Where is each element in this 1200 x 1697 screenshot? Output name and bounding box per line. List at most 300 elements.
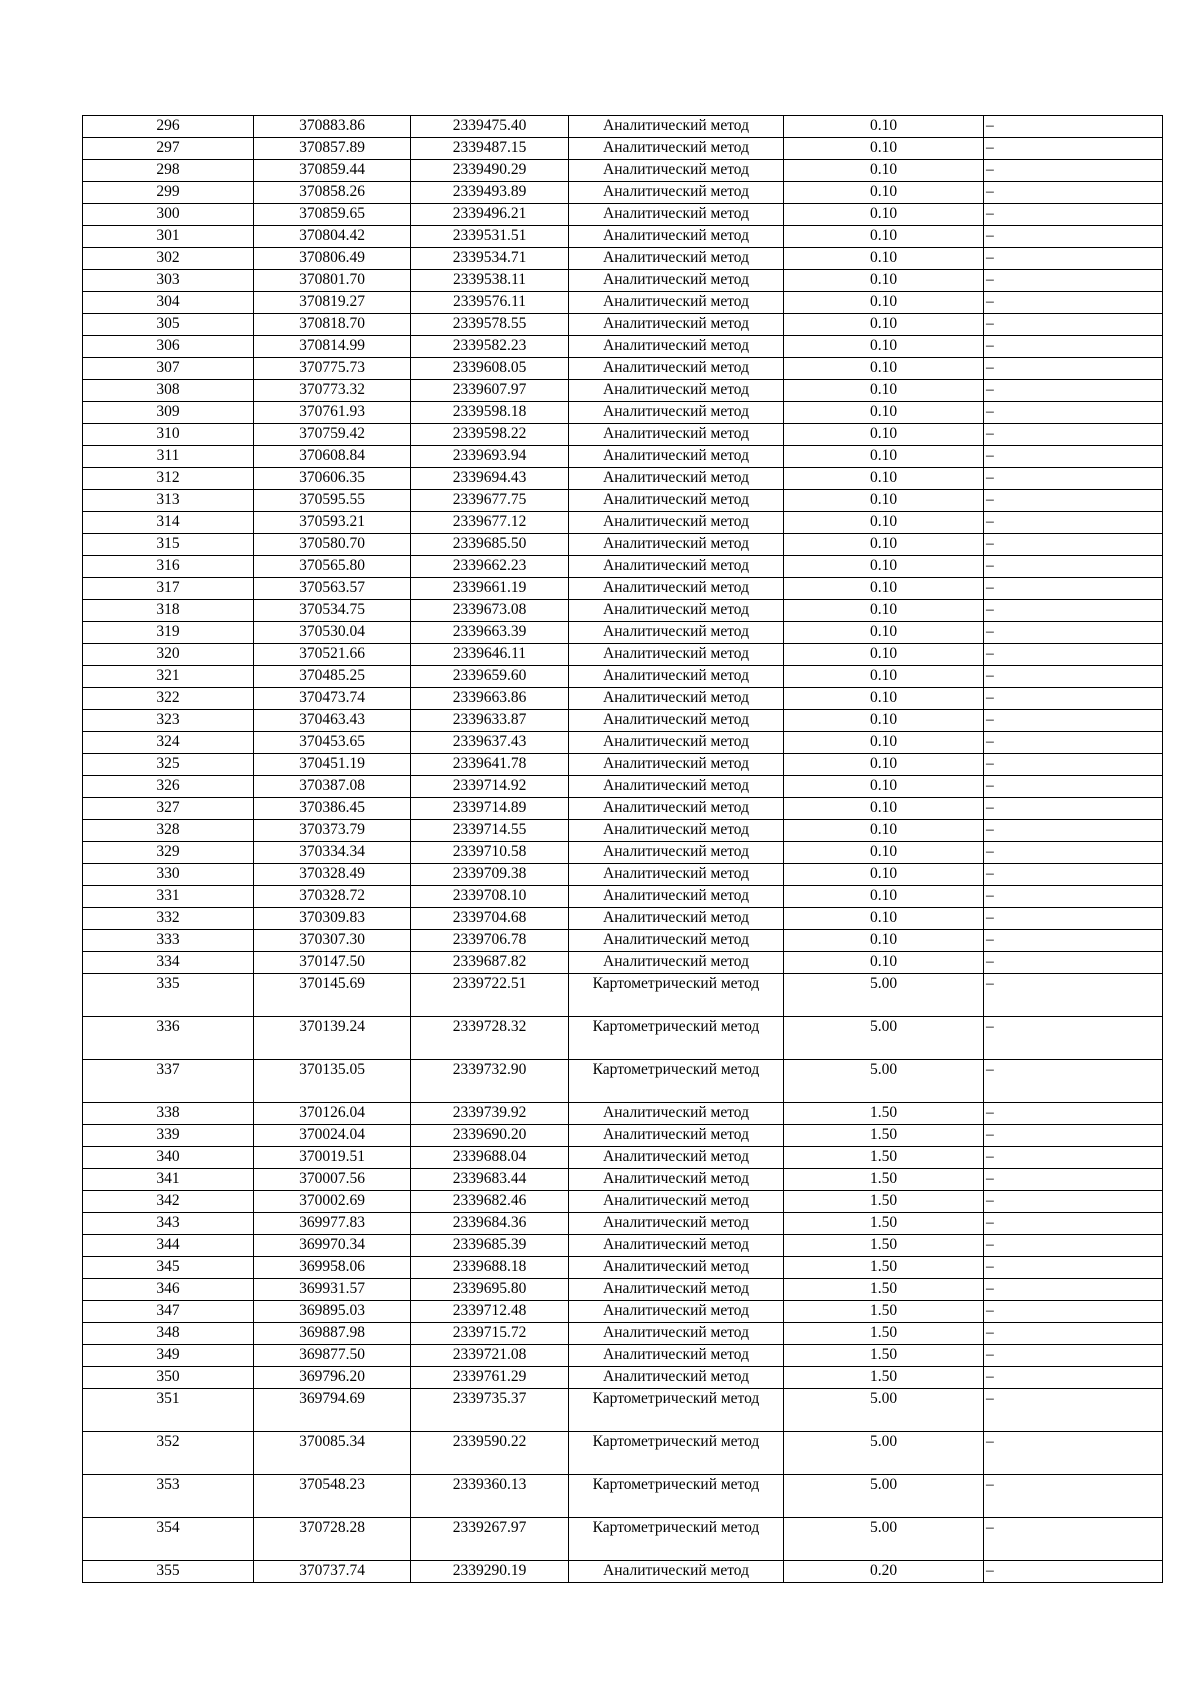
note-cell: – [984,314,1163,336]
y-coordinate-cell: 2339706.78 [411,930,569,952]
note-cell: – [984,1279,1163,1301]
table-row [83,182,1163,204]
x-coordinate-cell: 370139.24 [254,1017,411,1060]
table-row [83,1561,1163,1583]
x-coordinate-cell: 370593.21 [254,512,411,534]
note-cell: – [984,534,1163,556]
note-cell: – [984,578,1163,600]
table-row [83,1475,1163,1518]
note-cell: – [984,556,1163,578]
accuracy-cell: 0.10 [784,468,984,490]
method-cell: Аналитический метод [569,402,784,424]
method-cell: Аналитический метод [569,1125,784,1147]
method-cell: Картометрический метод [569,1518,784,1561]
note-cell: – [984,1367,1163,1389]
x-coordinate-cell: 370759.42 [254,424,411,446]
note-cell: – [984,1475,1163,1518]
y-coordinate-cell: 2339712.48 [411,1301,569,1323]
y-coordinate-cell: 2339688.04 [411,1147,569,1169]
method-cell: Аналитический метод [569,644,784,666]
table-row [83,754,1163,776]
x-coordinate-cell: 370473.74 [254,688,411,710]
accuracy-cell: 0.10 [784,292,984,314]
table-row [83,490,1163,512]
method-cell: Аналитический метод [569,1213,784,1235]
x-coordinate-cell: 370024.04 [254,1125,411,1147]
point-number-cell: 341 [83,1169,254,1191]
accuracy-cell: 5.00 [784,1017,984,1060]
x-coordinate-cell: 369794.69 [254,1389,411,1432]
x-coordinate-cell: 370530.04 [254,622,411,644]
method-cell: Аналитический метод [569,820,784,842]
method-cell: Картометрический метод [569,1060,784,1103]
note-cell: – [984,1060,1163,1103]
x-coordinate-cell: 370307.30 [254,930,411,952]
y-coordinate-cell: 2339710.58 [411,842,569,864]
note-cell: – [984,1345,1163,1367]
x-coordinate-cell: 370814.99 [254,336,411,358]
y-coordinate-cell: 2339663.39 [411,622,569,644]
method-cell: Аналитический метод [569,424,784,446]
x-coordinate-cell: 370580.70 [254,534,411,556]
method-cell: Аналитический метод [569,622,784,644]
point-number-cell: 314 [83,512,254,534]
accuracy-cell: 1.50 [784,1125,984,1147]
note-cell: – [984,138,1163,160]
accuracy-cell: 0.10 [784,512,984,534]
x-coordinate-cell: 370595.55 [254,490,411,512]
point-number-cell: 306 [83,336,254,358]
x-coordinate-cell: 369877.50 [254,1345,411,1367]
x-coordinate-cell: 370857.89 [254,138,411,160]
y-coordinate-cell: 2339714.55 [411,820,569,842]
note-cell: – [984,380,1163,402]
method-cell: Аналитический метод [569,754,784,776]
x-coordinate-cell: 370521.66 [254,644,411,666]
table-row [83,1323,1163,1345]
point-number-cell: 323 [83,710,254,732]
table-row [83,710,1163,732]
note-cell: – [984,490,1163,512]
point-number-cell: 317 [83,578,254,600]
note-cell: – [984,798,1163,820]
note-cell: – [984,446,1163,468]
point-number-cell: 338 [83,1103,254,1125]
accuracy-cell: 0.10 [784,798,984,820]
accuracy-cell: 1.50 [784,1323,984,1345]
accuracy-cell: 5.00 [784,1060,984,1103]
accuracy-cell: 0.10 [784,930,984,952]
table-row [83,1125,1163,1147]
note-cell: – [984,644,1163,666]
point-number-cell: 354 [83,1518,254,1561]
x-coordinate-cell: 370804.42 [254,226,411,248]
method-cell: Аналитический метод [569,798,784,820]
accuracy-cell: 0.10 [784,710,984,732]
table-row [83,974,1163,1017]
accuracy-cell: 5.00 [784,974,984,1017]
point-number-cell: 319 [83,622,254,644]
point-number-cell: 327 [83,798,254,820]
accuracy-cell: 5.00 [784,1432,984,1475]
accuracy-cell: 1.50 [784,1191,984,1213]
table-row [83,886,1163,908]
table-row [83,820,1163,842]
table-row [83,732,1163,754]
accuracy-cell: 0.10 [784,336,984,358]
point-number-cell: 342 [83,1191,254,1213]
table-row [83,512,1163,534]
point-number-cell: 301 [83,226,254,248]
method-cell: Аналитический метод [569,1345,784,1367]
table-row [83,204,1163,226]
y-coordinate-cell: 2339582.23 [411,336,569,358]
y-coordinate-cell: 2339714.92 [411,776,569,798]
table-row [83,1017,1163,1060]
y-coordinate-cell: 2339688.18 [411,1257,569,1279]
method-cell: Картометрический метод [569,1389,784,1432]
note-cell: – [984,1518,1163,1561]
point-number-cell: 333 [83,930,254,952]
y-coordinate-cell: 2339637.43 [411,732,569,754]
method-cell: Аналитический метод [569,1301,784,1323]
y-coordinate-cell: 2339641.78 [411,754,569,776]
y-coordinate-cell: 2339709.38 [411,864,569,886]
point-number-cell: 340 [83,1147,254,1169]
point-number-cell: 316 [83,556,254,578]
table-row [83,930,1163,952]
accuracy-cell: 0.10 [784,314,984,336]
method-cell: Аналитический метод [569,1323,784,1345]
accuracy-cell: 0.10 [784,578,984,600]
method-cell: Аналитический метод [569,776,784,798]
y-coordinate-cell: 2339598.18 [411,402,569,424]
accuracy-cell: 0.10 [784,424,984,446]
table-row [83,534,1163,556]
accuracy-cell: 0.10 [784,754,984,776]
note-cell: – [984,1235,1163,1257]
accuracy-cell: 1.50 [784,1213,984,1235]
note-cell: – [984,1432,1163,1475]
y-coordinate-cell: 2339708.10 [411,886,569,908]
y-coordinate-cell: 2339685.50 [411,534,569,556]
y-coordinate-cell: 2339576.11 [411,292,569,314]
point-number-cell: 325 [83,754,254,776]
method-cell: Аналитический метод [569,666,784,688]
x-coordinate-cell: 369977.83 [254,1213,411,1235]
x-coordinate-cell: 369931.57 [254,1279,411,1301]
point-number-cell: 315 [83,534,254,556]
y-coordinate-cell: 2339659.60 [411,666,569,688]
accuracy-cell: 0.10 [784,556,984,578]
point-number-cell: 304 [83,292,254,314]
method-cell: Аналитический метод [569,1561,784,1583]
x-coordinate-cell: 370085.34 [254,1432,411,1475]
accuracy-cell: 1.50 [784,1367,984,1389]
table-row [83,1301,1163,1323]
x-coordinate-cell: 370534.75 [254,600,411,622]
x-coordinate-cell: 370135.05 [254,1060,411,1103]
point-number-cell: 330 [83,864,254,886]
point-number-cell: 322 [83,688,254,710]
method-cell: Аналитический метод [569,314,784,336]
point-number-cell: 309 [83,402,254,424]
accuracy-cell: 0.10 [784,732,984,754]
table-row [83,1147,1163,1169]
point-number-cell: 302 [83,248,254,270]
x-coordinate-cell: 370328.72 [254,886,411,908]
y-coordinate-cell: 2339677.12 [411,512,569,534]
point-number-cell: 308 [83,380,254,402]
table-row [83,1103,1163,1125]
note-cell: – [984,1389,1163,1432]
y-coordinate-cell: 2339633.87 [411,710,569,732]
method-cell: Аналитический метод [569,292,784,314]
note-cell: – [984,1169,1163,1191]
x-coordinate-cell: 369895.03 [254,1301,411,1323]
accuracy-cell: 0.20 [784,1561,984,1583]
note-cell: – [984,182,1163,204]
x-coordinate-cell: 370818.70 [254,314,411,336]
table-row [83,666,1163,688]
note-cell: – [984,292,1163,314]
table-row [83,402,1163,424]
method-cell: Аналитический метод [569,446,784,468]
x-coordinate-cell: 370859.65 [254,204,411,226]
y-coordinate-cell: 2339694.43 [411,468,569,490]
y-coordinate-cell: 2339695.80 [411,1279,569,1301]
note-cell: – [984,424,1163,446]
y-coordinate-cell: 2339685.39 [411,1235,569,1257]
point-number-cell: 350 [83,1367,254,1389]
table-row [83,1367,1163,1389]
x-coordinate-cell: 369970.34 [254,1235,411,1257]
method-cell: Картометрический метод [569,1475,784,1518]
table-row [83,1169,1163,1191]
method-cell: Аналитический метод [569,556,784,578]
note-cell: – [984,1257,1163,1279]
note-cell: – [984,160,1163,182]
note-cell: – [984,468,1163,490]
note-cell: – [984,600,1163,622]
accuracy-cell: 0.10 [784,864,984,886]
point-number-cell: 331 [83,886,254,908]
accuracy-cell: 0.10 [784,842,984,864]
method-cell: Аналитический метод [569,204,784,226]
accuracy-cell: 0.10 [784,402,984,424]
point-number-cell: 300 [83,204,254,226]
x-coordinate-cell: 370565.80 [254,556,411,578]
table-row [83,1345,1163,1367]
accuracy-cell: 1.50 [784,1257,984,1279]
accuracy-cell: 0.10 [784,622,984,644]
accuracy-cell: 5.00 [784,1389,984,1432]
note-cell: – [984,930,1163,952]
accuracy-cell: 0.10 [784,644,984,666]
method-cell: Аналитический метод [569,358,784,380]
x-coordinate-cell: 370309.83 [254,908,411,930]
y-coordinate-cell: 2339663.86 [411,688,569,710]
table-row [83,1389,1163,1432]
table-row [83,1191,1163,1213]
method-cell: Аналитический метод [569,336,784,358]
x-coordinate-cell: 370002.69 [254,1191,411,1213]
accuracy-cell: 1.50 [784,1279,984,1301]
table-row [83,600,1163,622]
note-cell: – [984,1017,1163,1060]
table-row [83,952,1163,974]
x-coordinate-cell: 370463.43 [254,710,411,732]
x-coordinate-cell: 370728.28 [254,1518,411,1561]
accuracy-cell: 0.10 [784,600,984,622]
table-row [83,1432,1163,1475]
accuracy-cell: 0.10 [784,446,984,468]
note-cell: – [984,248,1163,270]
note-cell: – [984,1213,1163,1235]
table-row [83,1213,1163,1235]
accuracy-cell: 0.10 [784,952,984,974]
note-cell: – [984,754,1163,776]
accuracy-cell: 0.10 [784,534,984,556]
x-coordinate-cell: 370606.35 [254,468,411,490]
accuracy-cell: 0.10 [784,160,984,182]
method-cell: Аналитический метод [569,1191,784,1213]
point-number-cell: 321 [83,666,254,688]
x-coordinate-cell: 370126.04 [254,1103,411,1125]
note-cell: – [984,336,1163,358]
accuracy-cell: 0.10 [784,204,984,226]
x-coordinate-cell: 370761.93 [254,402,411,424]
point-number-cell: 324 [83,732,254,754]
point-number-cell: 318 [83,600,254,622]
table-row [83,358,1163,380]
note-cell: – [984,908,1163,930]
x-coordinate-cell: 370775.73 [254,358,411,380]
accuracy-cell: 5.00 [784,1475,984,1518]
method-cell: Аналитический метод [569,490,784,512]
y-coordinate-cell: 2339673.08 [411,600,569,622]
table-row [83,314,1163,336]
point-number-cell: 334 [83,952,254,974]
point-number-cell: 332 [83,908,254,930]
method-cell: Аналитический метод [569,182,784,204]
x-coordinate-cell: 370737.74 [254,1561,411,1583]
point-number-cell: 349 [83,1345,254,1367]
note-cell: – [984,1103,1163,1125]
table-row [83,380,1163,402]
y-coordinate-cell: 2339722.51 [411,974,569,1017]
table-row [83,644,1163,666]
y-coordinate-cell: 2339590.22 [411,1432,569,1475]
method-cell: Аналитический метод [569,732,784,754]
accuracy-cell: 0.10 [784,666,984,688]
y-coordinate-cell: 2339687.82 [411,952,569,974]
accuracy-cell: 0.10 [784,886,984,908]
y-coordinate-cell: 2339267.97 [411,1518,569,1561]
y-coordinate-cell: 2339693.94 [411,446,569,468]
point-number-cell: 329 [83,842,254,864]
table-row [83,622,1163,644]
point-number-cell: 345 [83,1257,254,1279]
table-row [83,578,1163,600]
y-coordinate-cell: 2339677.75 [411,490,569,512]
note-cell: – [984,226,1163,248]
note-cell: – [984,666,1163,688]
y-coordinate-cell: 2339646.11 [411,644,569,666]
accuracy-cell: 0.10 [784,776,984,798]
point-number-cell: 296 [83,116,254,138]
note-cell: – [984,622,1163,644]
point-number-cell: 310 [83,424,254,446]
point-number-cell: 353 [83,1475,254,1518]
x-coordinate-cell: 370806.49 [254,248,411,270]
table-row [83,468,1163,490]
table-row [83,776,1163,798]
accuracy-cell: 0.10 [784,908,984,930]
method-cell: Картометрический метод [569,1432,784,1475]
table-row [83,798,1163,820]
note-cell: – [984,358,1163,380]
x-coordinate-cell: 370453.65 [254,732,411,754]
table-row [83,688,1163,710]
method-cell: Аналитический метод [569,886,784,908]
accuracy-cell: 0.10 [784,138,984,160]
y-coordinate-cell: 2339704.68 [411,908,569,930]
point-number-cell: 344 [83,1235,254,1257]
accuracy-cell: 0.10 [784,490,984,512]
note-cell: – [984,776,1163,798]
note-cell: – [984,974,1163,1017]
x-coordinate-cell: 370451.19 [254,754,411,776]
point-number-cell: 303 [83,270,254,292]
method-cell: Аналитический метод [569,842,784,864]
note-cell: – [984,842,1163,864]
table-row [83,424,1163,446]
method-cell: Аналитический метод [569,226,784,248]
y-coordinate-cell: 2339662.23 [411,556,569,578]
x-coordinate-cell: 370858.26 [254,182,411,204]
table-row [83,1279,1163,1301]
accuracy-cell: 1.50 [784,1147,984,1169]
note-cell: – [984,864,1163,886]
table-row [83,556,1163,578]
note-cell: – [984,1191,1163,1213]
method-cell: Аналитический метод [569,1279,784,1301]
note-cell: – [984,1301,1163,1323]
accuracy-cell: 1.50 [784,1103,984,1125]
method-cell: Аналитический метод [569,710,784,732]
y-coordinate-cell: 2339534.71 [411,248,569,270]
method-cell: Картометрический метод [569,1017,784,1060]
x-coordinate-cell: 370563.57 [254,578,411,600]
method-cell: Аналитический метод [569,138,784,160]
y-coordinate-cell: 2339661.19 [411,578,569,600]
y-coordinate-cell: 2339684.36 [411,1213,569,1235]
point-number-cell: 297 [83,138,254,160]
x-coordinate-cell: 370883.86 [254,116,411,138]
y-coordinate-cell: 2339490.29 [411,160,569,182]
note-cell: – [984,1561,1163,1583]
accuracy-cell: 0.10 [784,116,984,138]
note-cell: – [984,1147,1163,1169]
table-row [83,248,1163,270]
y-coordinate-cell: 2339475.40 [411,116,569,138]
method-cell: Аналитический метод [569,688,784,710]
y-coordinate-cell: 2339496.21 [411,204,569,226]
x-coordinate-cell: 370019.51 [254,1147,411,1169]
x-coordinate-cell: 370548.23 [254,1475,411,1518]
x-coordinate-cell: 370145.69 [254,974,411,1017]
